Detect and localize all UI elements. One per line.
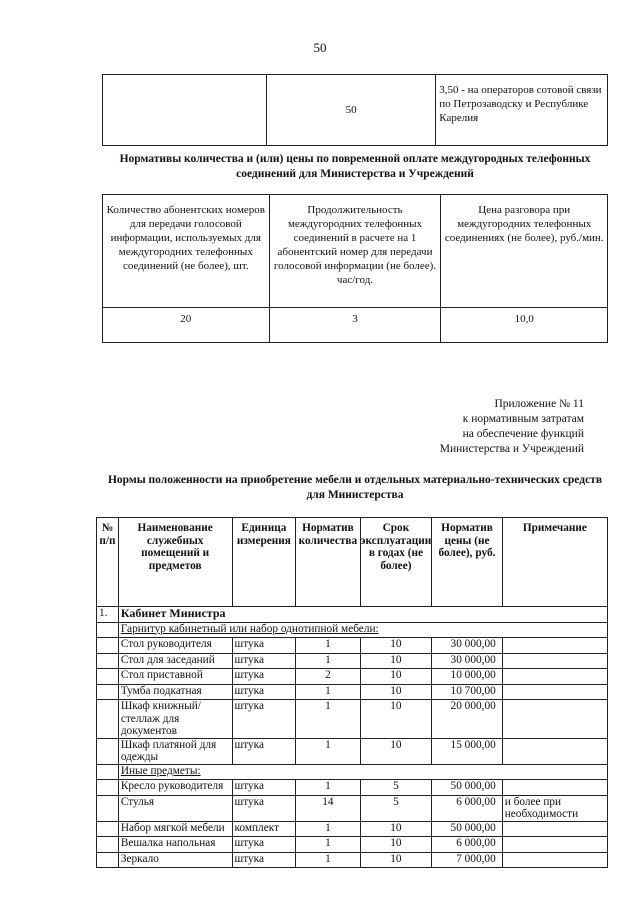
table-row — [97, 780, 608, 796]
table-cell — [97, 795, 119, 821]
item-quantity: 1 — [296, 837, 360, 853]
column-header: Продолжительность междугородних телефонных соединений в расчете на 1 абонентский номер для передачи голосовой информации (не более). час/год. — [269, 195, 441, 308]
table-cell — [97, 684, 119, 700]
section-row — [97, 607, 608, 623]
appendix-note — [364, 397, 584, 457]
item-unit: штука — [232, 684, 296, 700]
column-header: Срок эксплуатации в годах (не более) — [360, 518, 432, 607]
table-row — [97, 852, 608, 868]
item-quantity: 1 — [296, 780, 360, 796]
section-heading-telephone: Нормативы количества и (или) цены по повременной оплате междугородных телефонных соединений для Министерства и Учреждений — [119, 153, 591, 180]
item-quantity: 1 — [296, 700, 360, 739]
item-price: 20 000,00 — [432, 700, 502, 739]
section-heading-furniture: Нормы положенности на приобретение мебели и отдельных материально-технических средств для Министерства — [107, 474, 603, 501]
table-cell — [97, 669, 119, 685]
item-quantity: 14 — [296, 795, 360, 821]
item-name: Шкаф платяной для одежды — [118, 738, 232, 764]
item-name: Шкаф книжный/стеллаж для документов — [118, 700, 232, 739]
item-quantity: 1 — [296, 852, 360, 868]
item-note — [502, 653, 607, 669]
table-cell — [97, 852, 119, 868]
item-name: Кресло руководителя — [118, 780, 232, 796]
item-quantity: 1 — [296, 684, 360, 700]
item-note — [502, 669, 607, 685]
item-term: 10 — [360, 837, 432, 853]
item-unit: штука — [232, 795, 296, 821]
appendix-line: к нормативным затратам — [462, 413, 584, 425]
item-note — [502, 837, 607, 853]
table-row — [97, 638, 608, 654]
column-header: Количество абонентских номеров для передачи голосовой информации, используемых для междугородних телефонных соединений (не более), шт. — [103, 195, 270, 308]
item-note: и более при необходимости — [502, 795, 607, 821]
item-note — [502, 852, 607, 868]
appendix-line: Приложение № 11 — [494, 398, 584, 410]
group-row — [97, 622, 608, 638]
item-price: 50 000,00 — [432, 821, 502, 837]
item-unit: штука — [232, 852, 296, 868]
column-header: Наименование служебных помещений и предметов — [118, 518, 232, 607]
table-cell: 20 — [103, 308, 270, 343]
item-note — [502, 684, 607, 700]
table-cell: 3 — [269, 308, 441, 343]
item-price: 50 000,00 — [432, 780, 502, 796]
column-header: Норматив количества — [296, 518, 360, 607]
column-header: Примечание — [502, 518, 607, 607]
item-term: 10 — [360, 700, 432, 739]
page-number: 50 — [313, 40, 327, 55]
group-row — [97, 764, 608, 780]
table-header-row — [97, 518, 608, 607]
column-header: № п/п — [97, 518, 119, 607]
table-row — [97, 795, 608, 821]
table-cell — [97, 764, 119, 780]
item-term: 10 — [360, 852, 432, 868]
column-header: Цена разговора при междугородних телефонных соединениях (не более), руб./мин. — [441, 195, 608, 308]
item-note — [502, 738, 607, 764]
table-cell — [97, 622, 119, 638]
table-cell — [97, 700, 119, 739]
table-row — [97, 669, 608, 685]
table-row — [103, 308, 608, 343]
item-quantity: 1 — [296, 653, 360, 669]
item-price: 15 000,00 — [432, 738, 502, 764]
item-unit: штука — [232, 669, 296, 685]
table-row — [97, 700, 608, 739]
table-row — [97, 837, 608, 853]
table-cell: 3,50 - на операторов сотовой связи по Петрозаводску и Республике Карелия — [436, 75, 608, 146]
table-cell — [97, 638, 119, 654]
item-price: 10 000,00 — [432, 669, 502, 685]
section-number: 1. — [97, 607, 119, 623]
group-title: Гарнитур кабинетный или набор однотипной мебели: — [118, 622, 607, 638]
item-quantity: 1 — [296, 638, 360, 654]
item-unit: штука — [232, 653, 296, 669]
table-row — [97, 821, 608, 837]
top-table-fragment — [102, 74, 608, 146]
item-quantity: 1 — [296, 821, 360, 837]
item-price: 10 700,00 — [432, 684, 502, 700]
column-header: Норматив цены (не более), руб. — [432, 518, 502, 607]
column-header: Единица измерения — [232, 518, 296, 607]
item-name: Тумба подкатная — [118, 684, 232, 700]
table-row — [97, 684, 608, 700]
item-unit: штука — [232, 780, 296, 796]
item-term: 10 — [360, 638, 432, 654]
item-name: Зеркало — [118, 852, 232, 868]
table-row — [97, 738, 608, 764]
item-term: 5 — [360, 780, 432, 796]
table-row — [97, 653, 608, 669]
table-cell — [97, 837, 119, 853]
item-note — [502, 638, 607, 654]
item-note — [502, 700, 607, 739]
table-cell — [97, 653, 119, 669]
table-header-row — [103, 195, 608, 308]
item-price: 6 000,00 — [432, 837, 502, 853]
item-note — [502, 821, 607, 837]
item-quantity: 1 — [296, 738, 360, 764]
table-cell — [103, 75, 267, 146]
item-name: Стол для заседаний — [118, 653, 232, 669]
item-term: 5 — [360, 795, 432, 821]
table-cell — [97, 780, 119, 796]
item-term: 10 — [360, 669, 432, 685]
item-unit: штука — [232, 837, 296, 853]
item-name: Стол руководителя — [118, 638, 232, 654]
telephone-norms-table — [102, 194, 608, 343]
appendix-line: Министерства и Учреждений — [439, 443, 584, 455]
item-price: 30 000,00 — [432, 653, 502, 669]
item-term: 10 — [360, 738, 432, 764]
table-cell: 10,0 — [441, 308, 608, 343]
table-row — [103, 75, 608, 146]
item-unit: штука — [232, 738, 296, 764]
group-title: Иные предметы: — [118, 764, 607, 780]
item-name: Вешалка напольная — [118, 837, 232, 853]
item-unit: штука — [232, 638, 296, 654]
section-title: Кабинет Министра — [118, 607, 607, 623]
item-name: Стол приставной — [118, 669, 232, 685]
item-term: 10 — [360, 684, 432, 700]
item-note — [502, 780, 607, 796]
furniture-norms-table — [96, 517, 608, 868]
item-unit: комплект — [232, 821, 296, 837]
item-quantity: 2 — [296, 669, 360, 685]
item-price: 6 000,00 — [432, 795, 502, 821]
item-term: 10 — [360, 821, 432, 837]
table-cell — [97, 738, 119, 764]
appendix-line: на обеспечение функций — [462, 428, 584, 440]
item-name: Стулья — [118, 795, 232, 821]
table-cell — [97, 821, 119, 837]
table-cell: 50 — [267, 75, 436, 146]
item-name: Набор мягкой мебели — [118, 821, 232, 837]
item-unit: штука — [232, 700, 296, 739]
item-term: 10 — [360, 653, 432, 669]
item-price: 7 000,00 — [432, 852, 502, 868]
item-price: 30 000,00 — [432, 638, 502, 654]
